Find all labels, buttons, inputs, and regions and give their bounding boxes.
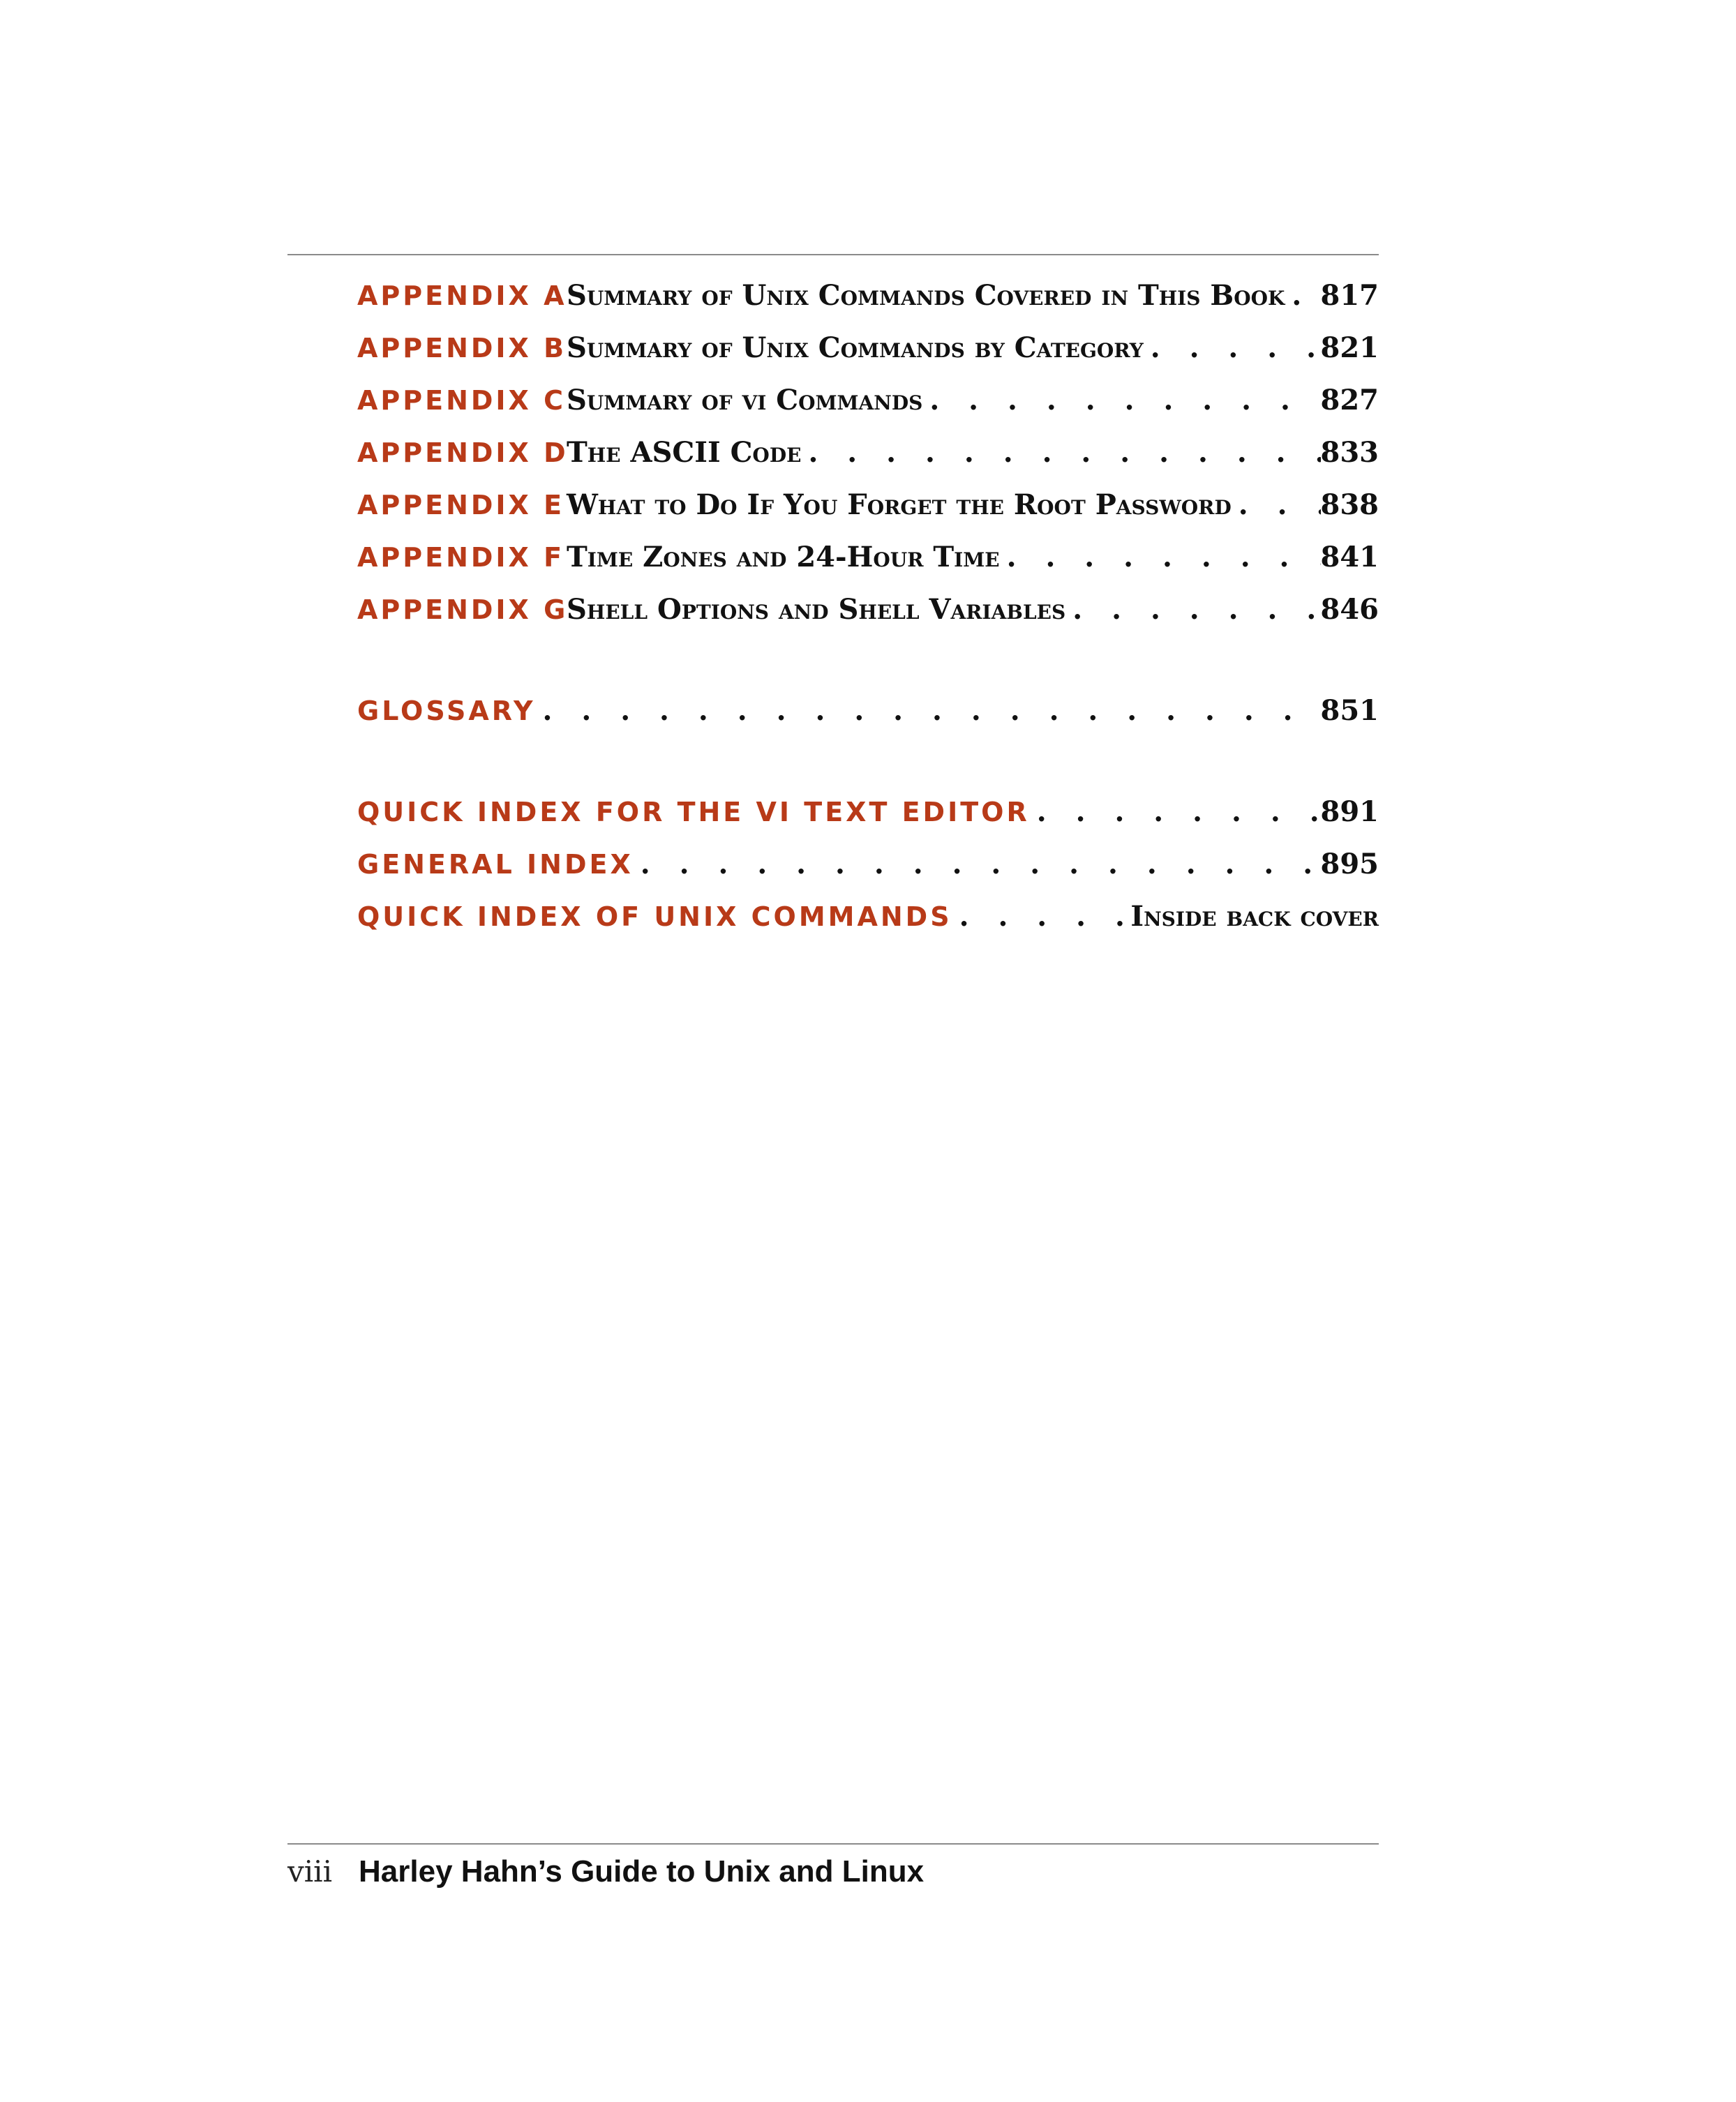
dot-leader (1285, 279, 1320, 312)
bottom-rule (287, 1843, 1379, 1845)
toc-entry-appendix-g[interactable] (357, 593, 1379, 642)
toc-entry-appendix-c[interactable] (357, 384, 1379, 433)
index-label: GENERAL INDEX (357, 849, 634, 880)
page-number: 891 (1320, 795, 1379, 828)
glossary-label: GLOSSARY (357, 696, 536, 726)
dot-leader (1030, 795, 1321, 828)
appendix-title: What to Do If You Forget the Root Password (567, 488, 1232, 521)
page-number: 895 (1320, 848, 1379, 880)
toc-entry-appendix-d[interactable] (357, 436, 1379, 485)
dot-leader (1065, 593, 1320, 626)
toc-entry-general-index[interactable] (357, 848, 1379, 896)
appendix-label: APPENDIX F (357, 542, 565, 573)
page-number: 827 (1320, 384, 1379, 416)
page-number: 821 (1320, 331, 1379, 364)
page-number: 846 (1320, 593, 1379, 626)
appendix-label: APPENDIX E (357, 490, 565, 520)
appendix-title: Summary of vi Commands (567, 384, 923, 416)
top-rule (287, 254, 1379, 255)
dot-leader (536, 694, 1321, 727)
toc-entry-glossary[interactable] (357, 694, 1379, 743)
toc-entry-unix-commands-index[interactable] (357, 900, 1379, 949)
dot-leader (634, 848, 1321, 880)
page-number: 817 (1320, 279, 1379, 312)
toc-entry-appendix-b[interactable] (357, 331, 1379, 380)
toc-entry-appendix-e[interactable] (357, 488, 1379, 537)
page-number: 838 (1320, 488, 1379, 521)
dot-leader (952, 900, 1131, 933)
toc-entry-vi-index[interactable] (357, 795, 1379, 844)
dot-leader (1232, 488, 1321, 521)
running-title: Harley Hahn’s Guide to Unix and Linux (359, 1854, 925, 1889)
appendix-title: Shell Options and Shell Variables (567, 593, 1066, 626)
toc-entry-appendix-f[interactable] (357, 541, 1379, 590)
dot-leader (1000, 541, 1321, 573)
dot-leader (801, 436, 1320, 469)
appendix-title: The ASCII Code (567, 436, 802, 469)
appendix-title: Summary of Unix Commands Covered in This Book (567, 279, 1285, 312)
page-number: 851 (1320, 694, 1379, 727)
appendix-label: APPENDIX C (357, 385, 566, 416)
appendix-title: Summary of Unix Commands by Category (567, 331, 1144, 364)
toc-entry-appendix-a[interactable] (357, 279, 1379, 328)
appendix-label: APPENDIX A (357, 280, 567, 311)
dot-leader (1144, 331, 1321, 364)
appendix-label: APPENDIX G (357, 594, 569, 625)
page-number: 833 (1320, 436, 1379, 469)
appendix-label: APPENDIX B (357, 333, 567, 363)
page-folio: viii (287, 1854, 333, 1889)
page-footer (287, 1854, 924, 1889)
appendix-label: APPENDIX D (357, 437, 569, 468)
appendix-title: Time Zones and 24-Hour Time (567, 541, 1000, 573)
page-number: Inside back cover (1130, 900, 1379, 933)
index-label: QUICK INDEX FOR THE VI TEXT EDITOR (357, 797, 1030, 827)
index-label: QUICK INDEX OF UNIX COMMANDS (357, 901, 952, 932)
page-number: 841 (1320, 541, 1379, 573)
dot-leader (922, 384, 1320, 416)
